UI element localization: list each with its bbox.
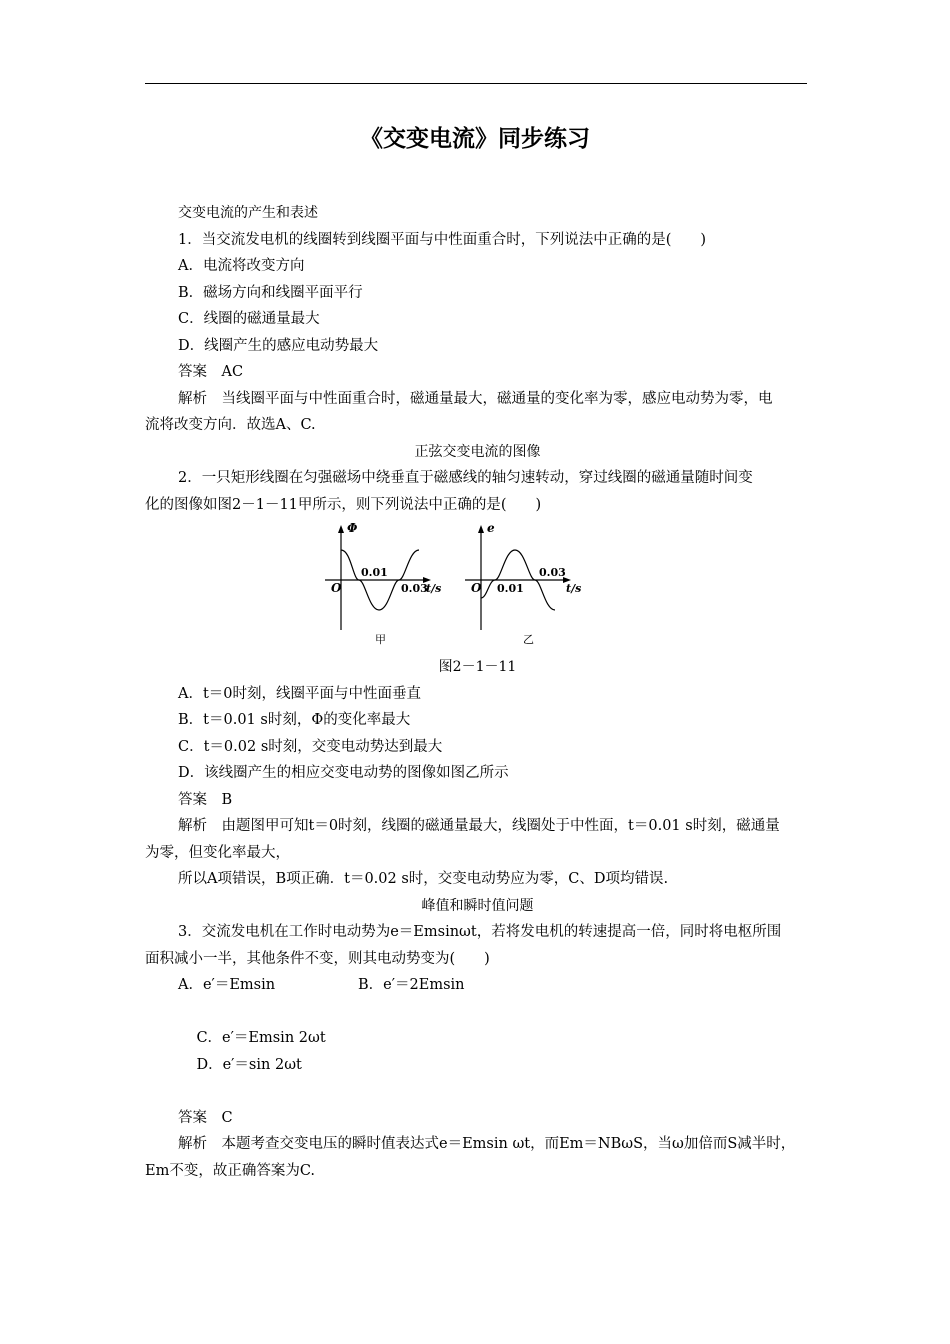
- q2-answer: [145, 787, 810, 814]
- analysis-label: 解析: [178, 390, 207, 407]
- header-rule: [145, 83, 807, 84]
- q3-option-a: A．e′＝Emsin: [178, 977, 276, 993]
- q2-option-d: D．该线圈产生的相应交变电动势的图像如图乙所示: [178, 765, 509, 781]
- tick-label-0-01: 0.01: [360, 566, 388, 579]
- question-2-cont: 化的图像如图2－1－11甲所示，则下列说法中正确的是( ): [145, 496, 542, 513]
- q1-analysis-cont: 流将改变方向．故选A、C.: [145, 417, 316, 433]
- analysis-text: 本题考查交变电压的瞬时值表达式e＝Emsin ωt，而Em＝NBωS，当ω加倍而S减半时，: [221, 1136, 796, 1152]
- x-axis-label: t/s: [425, 582, 441, 595]
- tick-label-0-01: 0.01: [496, 582, 524, 595]
- y-axis-label: Φ: [346, 522, 357, 535]
- q3-options-row-2: [145, 999, 810, 1105]
- tick-label-0-03: 0.03: [538, 566, 566, 579]
- analysis-label: 解析: [178, 1136, 207, 1152]
- analysis-label: 解析: [178, 818, 207, 834]
- q3-analysis: [145, 1131, 810, 1158]
- y-axis-label: e: [486, 522, 495, 535]
- q1-option-c: C．线圈的磁通量最大: [178, 311, 320, 327]
- graph-label-yi: 乙: [522, 633, 534, 646]
- question-3: 3．交流发电机在工作时电动势为e＝Emsinωt，若将发电机的转速提高一倍，同时将电枢所围: [178, 924, 782, 940]
- figure-2-1-11: [145, 522, 810, 654]
- section-heading-2: 正弦交变电流的图像: [414, 443, 541, 460]
- q1-option-d: D．线圈产生的感应电动势最大: [178, 337, 379, 354]
- question-1: 1．当交流发电机的线圈转到线圈平面与中性面重合时，下列说法中正确的是( ): [178, 231, 707, 248]
- page-title: 《交变电流》同步练习: [360, 126, 590, 152]
- graph-label-jia: 甲: [374, 633, 386, 646]
- q2-analysis: [145, 813, 810, 840]
- q2-analysis-cont: 为零，但变化率最大，: [145, 844, 290, 861]
- answer-label: 答案: [178, 1109, 207, 1126]
- q3-analysis-cont: Em不变，故正确答案为C.: [145, 1162, 316, 1179]
- q2-analysis-cont-2: 所以A项错误，B项正确．t＝0.02 s时，交变电动势应为零，C、D项均错误.: [178, 871, 669, 887]
- answer-value: B: [221, 791, 233, 808]
- analysis-text: 由题图甲可知t＝0时刻，线圈的磁通量最大，线圈处于中性面，t＝0.01 s时刻，磁通量: [221, 818, 780, 834]
- q3-option-d: D．e′＝sin 2ωt: [196, 1056, 302, 1073]
- section-heading-1: 交变电流的产生和表述: [178, 205, 318, 221]
- origin-label: O: [470, 581, 481, 595]
- tick-label-0-03: 0.03: [400, 582, 428, 595]
- q2-option-a: A．t＝0时刻，线圈平面与中性面垂直: [178, 685, 422, 702]
- q2-option-b: B．t＝0.01 s时刻，Φ的变化率最大: [178, 712, 411, 728]
- question-3-cont: 面积减小一半，其他条件不变，则其电动势变为( ): [145, 950, 490, 967]
- graph-emf: [463, 522, 603, 652]
- graph-flux: [323, 522, 463, 652]
- q1-analysis: [145, 386, 810, 413]
- q1-option-b: B．磁场方向和线圈平面平行: [178, 284, 363, 301]
- question-2: 2．一只矩形线圈在匀强磁场中绕垂直于磁感线的轴匀速转动，穿过线圈的磁通量随时间变: [178, 470, 753, 486]
- y-arrow: [338, 525, 344, 533]
- answer-value: C: [221, 1109, 233, 1126]
- q3-options-row-1: [145, 972, 810, 999]
- answer-value: AC: [221, 364, 244, 380]
- analysis-text: 当线圈平面与中性面重合时，磁通量最大，磁通量的变化率为零，感应电动势为零，电: [221, 390, 773, 407]
- q3-answer: [145, 1105, 810, 1132]
- answer-label: 答案: [178, 791, 207, 808]
- section-heading-3: 峰值和瞬时值问题: [421, 897, 534, 914]
- figure-caption: 图2－1－11: [438, 659, 517, 675]
- origin-label: O: [330, 581, 341, 595]
- q1-answer: [145, 359, 810, 386]
- answer-label: 答案: [178, 364, 207, 380]
- q2-option-c: C．t＝0.02 s时刻，交变电动势达到最大: [178, 738, 443, 755]
- q3-option-c: C．e′＝Emsin 2ωt: [196, 1030, 326, 1046]
- q3-option-b: B．e′＝2Emsin: [358, 977, 465, 993]
- x-axis-label: t/s: [565, 582, 581, 595]
- document-body: [145, 200, 810, 1184]
- q1-option-a: A．电流将改变方向: [178, 258, 305, 274]
- y-arrow: [478, 525, 484, 533]
